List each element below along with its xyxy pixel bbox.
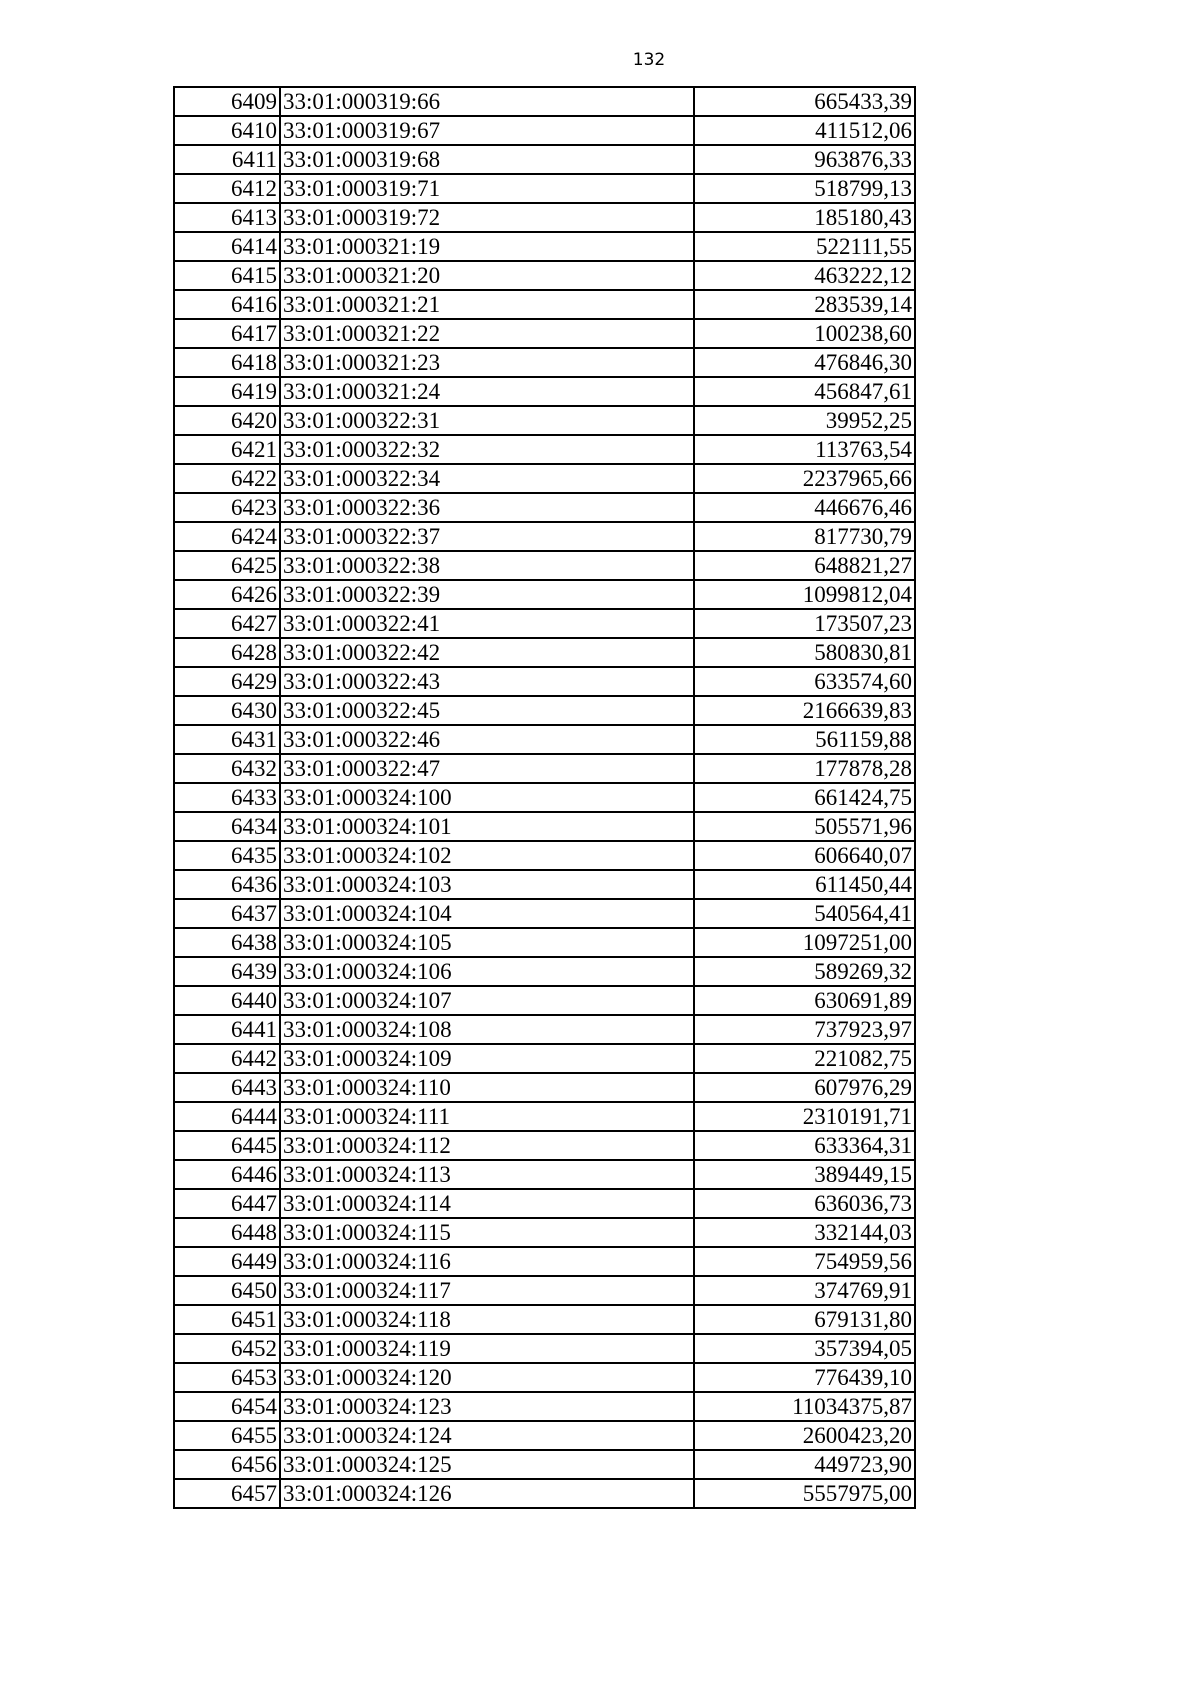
value-cell: 2310191,71 [694,1102,915,1131]
row-number-cell: 6422 [174,464,280,493]
value-cell: 518799,13 [694,174,915,203]
row-number-cell: 6411 [174,145,280,174]
row-number-cell: 6420 [174,406,280,435]
cadastral-code-cell: 33:01:000324:126 [280,1479,694,1508]
table-row [174,493,915,522]
table-row [174,1276,915,1305]
row-number-cell: 6413 [174,203,280,232]
cadastral-code-cell: 33:01:000322:47 [280,754,694,783]
cadastral-code-cell: 33:01:000322:39 [280,580,694,609]
cadastral-code-cell: 33:01:000324:119 [280,1334,694,1363]
row-number-cell: 6423 [174,493,280,522]
table-row [174,1305,915,1334]
table-row [174,116,915,145]
row-number-cell: 6443 [174,1073,280,1102]
value-cell: 5557975,00 [694,1479,915,1508]
table-row [174,319,915,348]
row-number-cell: 6439 [174,957,280,986]
table-row [174,87,915,116]
cadastral-code-cell: 33:01:000324:115 [280,1218,694,1247]
cadastral-code-cell: 33:01:000324:116 [280,1247,694,1276]
cadastral-code-cell: 33:01:000324:124 [280,1421,694,1450]
table-row [174,1189,915,1218]
table-row [174,667,915,696]
cadastral-code-cell: 33:01:000322:45 [280,696,694,725]
row-number-cell: 6441 [174,1015,280,1044]
table-row [174,145,915,174]
table-row [174,1450,915,1479]
value-cell: 221082,75 [694,1044,915,1073]
row-number-cell: 6448 [174,1218,280,1247]
value-cell: 754959,56 [694,1247,915,1276]
cadastral-code-cell: 33:01:000324:108 [280,1015,694,1044]
table-row [174,522,915,551]
row-number-cell: 6440 [174,986,280,1015]
value-cell: 283539,14 [694,290,915,319]
cadastral-code-cell: 33:01:000324:106 [280,957,694,986]
row-number-cell: 6416 [174,290,280,319]
cadastral-code-cell: 33:01:000324:114 [280,1189,694,1218]
table-row [174,1160,915,1189]
row-number-cell: 6442 [174,1044,280,1073]
table-row [174,261,915,290]
table-row [174,986,915,1015]
row-number-cell: 6445 [174,1131,280,1160]
cadastral-code-cell: 33:01:000324:109 [280,1044,694,1073]
row-number-cell: 6435 [174,841,280,870]
row-number-cell: 6432 [174,754,280,783]
value-cell: 633364,31 [694,1131,915,1160]
row-number-cell: 6454 [174,1392,280,1421]
row-number-cell: 6412 [174,174,280,203]
table-row [174,1334,915,1363]
table-row [174,609,915,638]
value-cell: 522111,55 [694,232,915,261]
cadastral-code-cell: 33:01:000322:34 [280,464,694,493]
row-number-cell: 6419 [174,377,280,406]
row-number-cell: 6426 [174,580,280,609]
value-cell: 648821,27 [694,551,915,580]
row-number-cell: 6414 [174,232,280,261]
table-row [174,1247,915,1276]
cadastral-code-cell: 33:01:000324:123 [280,1392,694,1421]
table-row [174,928,915,957]
value-cell: 606640,07 [694,841,915,870]
value-cell: 411512,06 [694,116,915,145]
row-number-cell: 6449 [174,1247,280,1276]
row-number-cell: 6430 [174,696,280,725]
cadastral-code-cell: 33:01:000319:66 [280,87,694,116]
value-cell: 1097251,00 [694,928,915,957]
value-cell: 2600423,20 [694,1421,915,1450]
cadastral-code-cell: 33:01:000324:125 [280,1450,694,1479]
value-cell: 589269,32 [694,957,915,986]
row-number-cell: 6434 [174,812,280,841]
data-table [173,86,916,1509]
cadastral-code-cell: 33:01:000324:104 [280,899,694,928]
cadastral-code-cell: 33:01:000319:68 [280,145,694,174]
table-row [174,1363,915,1392]
row-number-cell: 6431 [174,725,280,754]
row-number-cell: 6438 [174,928,280,957]
value-cell: 476846,30 [694,348,915,377]
cadastral-code-cell: 33:01:000324:117 [280,1276,694,1305]
cadastral-code-cell: 33:01:000321:22 [280,319,694,348]
value-cell: 963876,33 [694,145,915,174]
cadastral-code-cell: 33:01:000324:120 [280,1363,694,1392]
row-number-cell: 6415 [174,261,280,290]
table-row [174,406,915,435]
row-number-cell: 6457 [174,1479,280,1508]
table-body [174,87,915,1508]
cadastral-code-cell: 33:01:000319:71 [280,174,694,203]
value-cell: 100238,60 [694,319,915,348]
row-number-cell: 6409 [174,87,280,116]
table-row [174,812,915,841]
row-number-cell: 6428 [174,638,280,667]
cadastral-code-cell: 33:01:000322:37 [280,522,694,551]
table-row [174,725,915,754]
row-number-cell: 6453 [174,1363,280,1392]
cadastral-code-cell: 33:01:000321:24 [280,377,694,406]
cadastral-code-cell: 33:01:000322:41 [280,609,694,638]
value-cell: 374769,91 [694,1276,915,1305]
table-row [174,1421,915,1450]
value-cell: 679131,80 [694,1305,915,1334]
table-row [174,174,915,203]
table-row [174,899,915,928]
row-number-cell: 6417 [174,319,280,348]
value-cell: 11034375,87 [694,1392,915,1421]
value-cell: 633574,60 [694,667,915,696]
value-cell: 177878,28 [694,754,915,783]
table-row [174,580,915,609]
row-number-cell: 6455 [174,1421,280,1450]
cadastral-code-cell: 33:01:000321:21 [280,290,694,319]
table-row [174,638,915,667]
table-row [174,435,915,464]
cadastral-code-cell: 33:01:000324:107 [280,986,694,1015]
value-cell: 505571,96 [694,812,915,841]
value-cell: 665433,39 [694,87,915,116]
table-row [174,1102,915,1131]
cadastral-code-cell: 33:01:000319:72 [280,203,694,232]
page-number: 132 [632,50,666,70]
value-cell: 561159,88 [694,725,915,754]
cadastral-code-cell: 33:01:000322:38 [280,551,694,580]
value-cell: 357394,05 [694,1334,915,1363]
cadastral-code-cell: 33:01:000322:36 [280,493,694,522]
row-number-cell: 6450 [174,1276,280,1305]
row-number-cell: 6425 [174,551,280,580]
cadastral-code-cell: 33:01:000322:42 [280,638,694,667]
value-cell: 607976,29 [694,1073,915,1102]
table-row [174,290,915,319]
row-number-cell: 6456 [174,1450,280,1479]
cadastral-code-cell: 33:01:000324:118 [280,1305,694,1334]
table-row [174,377,915,406]
row-number-cell: 6410 [174,116,280,145]
table-row [174,1073,915,1102]
value-cell: 449723,90 [694,1450,915,1479]
row-number-cell: 6429 [174,667,280,696]
table-row [174,1479,915,1508]
value-cell: 2166639,83 [694,696,915,725]
cadastral-code-cell: 33:01:000324:101 [280,812,694,841]
table-row [174,1015,915,1044]
row-number-cell: 6447 [174,1189,280,1218]
value-cell: 332144,03 [694,1218,915,1247]
row-number-cell: 6452 [174,1334,280,1363]
table-row [174,754,915,783]
cadastral-code-cell: 33:01:000324:102 [280,841,694,870]
table-row [174,841,915,870]
value-cell: 661424,75 [694,783,915,812]
table-row [174,232,915,261]
cadastral-code-cell: 33:01:000324:112 [280,1131,694,1160]
cadastral-code-cell: 33:01:000324:113 [280,1160,694,1189]
cadastral-code-cell: 33:01:000324:100 [280,783,694,812]
cadastral-code-cell: 33:01:000321:23 [280,348,694,377]
cadastral-code-cell: 33:01:000322:46 [280,725,694,754]
value-cell: 630691,89 [694,986,915,1015]
table-row [174,1392,915,1421]
value-cell: 580830,81 [694,638,915,667]
table-row [174,1218,915,1247]
cadastral-code-cell: 33:01:000322:43 [280,667,694,696]
row-number-cell: 6446 [174,1160,280,1189]
value-cell: 173507,23 [694,609,915,638]
table-row [174,1131,915,1160]
row-number-cell: 6418 [174,348,280,377]
value-cell: 636036,73 [694,1189,915,1218]
cadastral-code-cell: 33:01:000322:32 [280,435,694,464]
table-row [174,1044,915,1073]
value-cell: 185180,43 [694,203,915,232]
table-row [174,464,915,493]
value-cell: 39952,25 [694,406,915,435]
row-number-cell: 6451 [174,1305,280,1334]
row-number-cell: 6421 [174,435,280,464]
cadastral-code-cell: 33:01:000324:110 [280,1073,694,1102]
row-number-cell: 6427 [174,609,280,638]
value-cell: 817730,79 [694,522,915,551]
value-cell: 737923,97 [694,1015,915,1044]
value-cell: 463222,12 [694,261,915,290]
cadastral-code-cell: 33:01:000322:31 [280,406,694,435]
table-row [174,957,915,986]
table-row [174,348,915,377]
cadastral-code-cell: 33:01:000321:19 [280,232,694,261]
cadastral-code-cell: 33:01:000321:20 [280,261,694,290]
cadastral-code-cell: 33:01:000324:105 [280,928,694,957]
table-row [174,551,915,580]
cadastral-code-cell: 33:01:000319:67 [280,116,694,145]
value-cell: 540564,41 [694,899,915,928]
value-cell: 389449,15 [694,1160,915,1189]
table-row [174,870,915,899]
value-cell: 456847,61 [694,377,915,406]
row-number-cell: 6424 [174,522,280,551]
value-cell: 1099812,04 [694,580,915,609]
value-cell: 2237965,66 [694,464,915,493]
row-number-cell: 6433 [174,783,280,812]
row-number-cell: 6444 [174,1102,280,1131]
row-number-cell: 6437 [174,899,280,928]
value-cell: 446676,46 [694,493,915,522]
value-cell: 776439,10 [694,1363,915,1392]
cadastral-code-cell: 33:01:000324:103 [280,870,694,899]
table-row [174,783,915,812]
row-number-cell: 6436 [174,870,280,899]
cadastral-code-cell: 33:01:000324:111 [280,1102,694,1131]
value-cell: 611450,44 [694,870,915,899]
table-row [174,696,915,725]
value-cell: 113763,54 [694,435,915,464]
table-row [174,203,915,232]
